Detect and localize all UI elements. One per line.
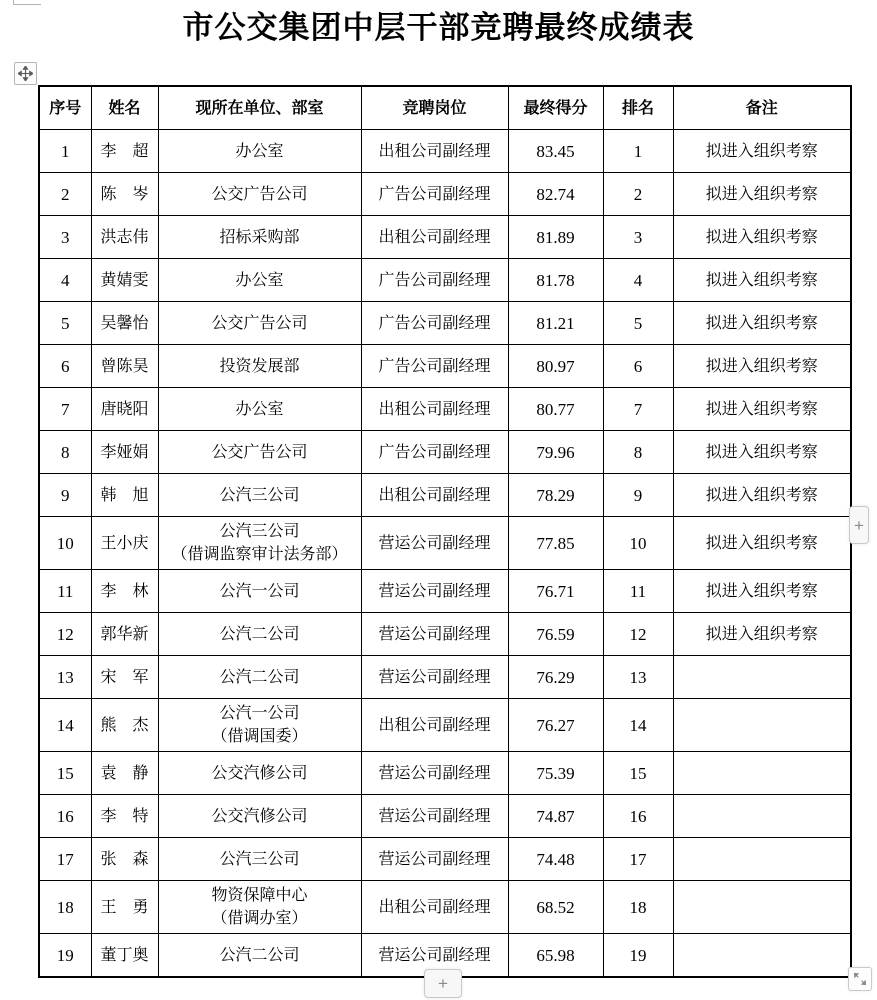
cell-position[interactable]: 营运公司副经理 — [361, 752, 508, 795]
cell-score[interactable]: 75.39 — [508, 752, 603, 795]
header-row — [39, 86, 851, 130]
cell-rank[interactable]: 7 — [603, 388, 673, 431]
cell-name[interactable]: 洪志伟 — [91, 216, 158, 259]
cell-remark[interactable]: 拟进入组织考察 — [673, 388, 851, 431]
cell-score[interactable]: 79.96 — [508, 431, 603, 474]
cell-position[interactable]: 营运公司副经理 — [361, 795, 508, 838]
cell-position[interactable]: 广告公司副经理 — [361, 431, 508, 474]
cell-name[interactable]: 李 特 — [91, 795, 158, 838]
cell-no[interactable]: 17 — [39, 838, 91, 881]
cell-name[interactable]: 唐晓阳 — [91, 388, 158, 431]
cell-score[interactable]: 81.78 — [508, 259, 603, 302]
unit-line-1: 办公室 — [235, 142, 284, 160]
cell-unit[interactable] — [158, 130, 361, 173]
header-name[interactable]: 姓名 — [91, 86, 158, 130]
table-resize-handle[interactable] — [848, 967, 872, 991]
table-body — [39, 130, 851, 978]
cell-name[interactable]: 王小庆 — [91, 517, 158, 570]
cell-unit[interactable] — [158, 838, 361, 881]
table-row — [39, 613, 851, 656]
cell-unit[interactable] — [158, 570, 361, 613]
move-cross-icon — [18, 66, 33, 81]
cell-score[interactable]: 80.97 — [508, 345, 603, 388]
cell-position[interactable]: 营运公司副经理 — [361, 838, 508, 881]
cell-no[interactable]: 16 — [39, 795, 91, 838]
header-no[interactable]: 序号 — [39, 86, 91, 130]
resize-diagonal-icon — [853, 972, 867, 986]
header-score[interactable]: 最终得分 — [508, 86, 603, 130]
table-row — [39, 570, 851, 613]
cell-rank[interactable]: 19 — [603, 934, 673, 978]
cell-position[interactable]: 营运公司副经理 — [361, 613, 508, 656]
cell-unit[interactable] — [158, 699, 361, 752]
cell-score[interactable]: 65.98 — [508, 934, 603, 978]
cell-no[interactable]: 10 — [39, 517, 91, 570]
cell-name[interactable]: 曾陈昊 — [91, 345, 158, 388]
header-unit[interactable]: 现所在单位、部室 — [158, 86, 361, 130]
plus-icon: + — [854, 515, 864, 535]
unit-line-2: （借调监察审计法务部） — [171, 546, 348, 563]
cell-no[interactable]: 14 — [39, 699, 91, 752]
cell-score[interactable]: 76.71 — [508, 570, 603, 613]
table-row — [39, 881, 851, 934]
cell-rank[interactable]: 9 — [603, 474, 673, 517]
cell-name[interactable]: 张 森 — [91, 838, 158, 881]
table-row — [39, 388, 851, 431]
unit-line-1: 公汽三公司 — [219, 850, 300, 868]
cell-name[interactable]: 李 超 — [91, 130, 158, 173]
cell-position[interactable]: 广告公司副经理 — [361, 302, 508, 345]
cell-rank[interactable]: 16 — [603, 795, 673, 838]
table-row — [39, 259, 851, 302]
unit-line-1: 公交广告公司 — [211, 314, 308, 332]
cell-score[interactable]: 80.77 — [508, 388, 603, 431]
cell-no[interactable]: 7 — [39, 388, 91, 431]
cell-score[interactable]: 81.21 — [508, 302, 603, 345]
cell-unit[interactable] — [158, 656, 361, 699]
cell-no[interactable]: 4 — [39, 259, 91, 302]
table-row — [39, 699, 851, 752]
cell-score[interactable]: 78.29 — [508, 474, 603, 517]
cell-name[interactable]: 袁 静 — [91, 752, 158, 795]
plus-icon: + — [438, 974, 448, 993]
cell-unit[interactable] — [158, 795, 361, 838]
add-row-button[interactable] — [424, 969, 462, 998]
cell-position[interactable]: 出租公司副经理 — [361, 699, 508, 752]
unit-line-1: 公交广告公司 — [211, 185, 308, 203]
cell-rank[interactable]: 18 — [603, 881, 673, 934]
cell-no[interactable]: 3 — [39, 216, 91, 259]
cell-rank[interactable]: 14 — [603, 699, 673, 752]
cell-remark[interactable]: 拟进入组织考察 — [673, 613, 851, 656]
cell-unit[interactable] — [158, 388, 361, 431]
cell-remark[interactable]: 拟进入组织考察 — [673, 259, 851, 302]
cell-position[interactable]: 出租公司副经理 — [361, 881, 508, 934]
cell-position[interactable]: 营运公司副经理 — [361, 570, 508, 613]
cell-no[interactable]: 5 — [39, 302, 91, 345]
cell-remark[interactable]: 拟进入组织考察 — [673, 216, 851, 259]
cell-unit[interactable] — [158, 345, 361, 388]
cell-rank[interactable]: 17 — [603, 838, 673, 881]
unit-line-1: 公汽三公司 — [219, 486, 300, 504]
cell-remark[interactable]: 拟进入组织考察 — [673, 345, 851, 388]
table-row — [39, 517, 851, 570]
cell-score[interactable]: 74.87 — [508, 795, 603, 838]
cell-unit[interactable] — [158, 216, 361, 259]
cell-no[interactable]: 2 — [39, 173, 91, 216]
cell-rank[interactable]: 2 — [603, 173, 673, 216]
cell-remark[interactable]: 拟进入组织考察 — [673, 130, 851, 173]
unit-line-1: 公汽三公司 — [219, 523, 300, 540]
cell-rank[interactable]: 11 — [603, 570, 673, 613]
table-row — [39, 795, 851, 838]
cell-no[interactable]: 6 — [39, 345, 91, 388]
cell-remark[interactable]: 拟进入组织考察 — [673, 517, 851, 570]
cell-name[interactable]: 李娅娟 — [91, 431, 158, 474]
cell-rank[interactable]: 4 — [603, 259, 673, 302]
table-header — [39, 86, 851, 130]
unit-line-1: 公交汽修公司 — [211, 764, 308, 782]
cell-name[interactable]: 宋 军 — [91, 656, 158, 699]
cell-rank[interactable]: 15 — [603, 752, 673, 795]
cell-no[interactable]: 9 — [39, 474, 91, 517]
unit-line-1: 投资发展部 — [219, 357, 300, 375]
cell-name[interactable]: 王 勇 — [91, 881, 158, 934]
add-column-button[interactable] — [849, 506, 869, 544]
header-position[interactable]: 竞聘岗位 — [361, 86, 508, 130]
table-row — [39, 838, 851, 881]
cell-position[interactable]: 营运公司副经理 — [361, 656, 508, 699]
cell-score[interactable]: 76.29 — [508, 656, 603, 699]
cell-score[interactable]: 74.48 — [508, 838, 603, 881]
cell-score[interactable]: 77.85 — [508, 517, 603, 570]
unit-line-1: 办公室 — [235, 400, 284, 418]
cell-unit[interactable] — [158, 173, 361, 216]
unit-line-1: 公汽二公司 — [219, 946, 300, 964]
cell-score[interactable]: 82.74 — [508, 173, 603, 216]
cell-no[interactable]: 11 — [39, 570, 91, 613]
cell-position[interactable]: 出租公司副经理 — [361, 388, 508, 431]
cell-unit[interactable] — [158, 752, 361, 795]
cell-score[interactable]: 76.59 — [508, 613, 603, 656]
cell-position[interactable]: 出租公司副经理 — [361, 474, 508, 517]
table-row — [39, 130, 851, 173]
cell-unit[interactable] — [158, 934, 361, 978]
cell-no[interactable]: 18 — [39, 881, 91, 934]
cell-name[interactable]: 董丁奥 — [91, 934, 158, 978]
cell-rank[interactable]: 5 — [603, 302, 673, 345]
table-row — [39, 474, 851, 517]
cell-unit[interactable] — [158, 259, 361, 302]
cell-remark[interactable] — [673, 752, 851, 795]
header-remark[interactable]: 备注 — [673, 86, 851, 130]
cell-unit[interactable] — [158, 517, 361, 570]
unit-line-1: 公汽一公司 — [219, 705, 300, 722]
cell-remark[interactable] — [673, 656, 851, 699]
unit-line-1: 公交广告公司 — [211, 443, 308, 461]
cell-position[interactable]: 广告公司副经理 — [361, 173, 508, 216]
unit-line-1: 物资保障中心 — [211, 887, 308, 904]
table-row — [39, 345, 851, 388]
unit-line-1: 公汽二公司 — [219, 625, 300, 643]
cell-unit[interactable] — [158, 881, 361, 934]
cell-name[interactable]: 韩 旭 — [91, 474, 158, 517]
unit-line-1: 办公室 — [235, 271, 284, 289]
table-row — [39, 752, 851, 795]
cell-name[interactable]: 陈 岑 — [91, 173, 158, 216]
cell-position[interactable]: 广告公司副经理 — [361, 259, 508, 302]
unit-line-2: （借调办室） — [211, 910, 308, 927]
unit-line-2: （借调国委） — [211, 728, 308, 745]
page-title[interactable]: 市公交集团中层干部竞聘最终成绩表 — [182, 10, 695, 45]
cell-position[interactable]: 出租公司副经理 — [361, 216, 508, 259]
unit-line-1: 公汽二公司 — [219, 668, 300, 686]
cell-rank[interactable]: 12 — [603, 613, 673, 656]
table-row — [39, 656, 851, 699]
cell-no[interactable]: 19 — [39, 934, 91, 978]
cell-remark[interactable]: 拟进入组织考察 — [673, 474, 851, 517]
cell-name[interactable]: 熊 杰 — [91, 699, 158, 752]
cell-unit[interactable] — [158, 302, 361, 345]
cell-remark[interactable]: 拟进入组织考察 — [673, 570, 851, 613]
cell-no[interactable]: 13 — [39, 656, 91, 699]
cell-position[interactable]: 营运公司副经理 — [361, 517, 508, 570]
cell-rank[interactable]: 1 — [603, 130, 673, 173]
cell-no[interactable]: 12 — [39, 613, 91, 656]
cell-name[interactable]: 郭华新 — [91, 613, 158, 656]
table-row — [39, 216, 851, 259]
cell-remark[interactable] — [673, 881, 851, 934]
cell-name[interactable]: 吴馨怡 — [91, 302, 158, 345]
table-row — [39, 302, 851, 345]
cell-remark[interactable] — [673, 699, 851, 752]
cell-unit[interactable] — [158, 613, 361, 656]
cell-rank[interactable]: 13 — [603, 656, 673, 699]
cell-remark[interactable]: 拟进入组织考察 — [673, 173, 851, 216]
cell-name[interactable]: 李 林 — [91, 570, 158, 613]
cell-score[interactable]: 76.27 — [508, 699, 603, 752]
cell-rank[interactable]: 8 — [603, 431, 673, 474]
unit-line-1: 招标采购部 — [219, 228, 300, 246]
cell-no[interactable]: 1 — [39, 130, 91, 173]
cell-position[interactable]: 广告公司副经理 — [361, 345, 508, 388]
cell-remark[interactable] — [673, 838, 851, 881]
cell-rank[interactable]: 6 — [603, 345, 673, 388]
table-row — [39, 431, 851, 474]
cell-remark[interactable] — [673, 795, 851, 838]
cell-remark[interactable] — [673, 934, 851, 978]
unit-line-1: 公汽一公司 — [219, 582, 300, 600]
cell-unit[interactable] — [158, 431, 361, 474]
cell-position[interactable]: 出租公司副经理 — [361, 130, 508, 173]
cell-remark[interactable]: 拟进入组织考察 — [673, 431, 851, 474]
table-move-handle[interactable] — [14, 62, 37, 85]
header-rank[interactable]: 排名 — [603, 86, 673, 130]
cell-score[interactable]: 81.89 — [508, 216, 603, 259]
cell-rank[interactable]: 3 — [603, 216, 673, 259]
cell-score[interactable]: 83.45 — [508, 130, 603, 173]
cell-unit[interactable] — [158, 474, 361, 517]
cell-rank[interactable]: 10 — [603, 517, 673, 570]
cell-name[interactable]: 黄婧雯 — [91, 259, 158, 302]
cell-score[interactable]: 68.52 — [508, 881, 603, 934]
table-row — [39, 173, 851, 216]
unit-line-1: 公交汽修公司 — [211, 807, 308, 825]
cell-remark[interactable]: 拟进入组织考察 — [673, 302, 851, 345]
cell-position[interactable]: 营运公司副经理 — [361, 934, 508, 978]
cell-no[interactable]: 8 — [39, 431, 91, 474]
cell-no[interactable]: 15 — [39, 752, 91, 795]
score-table — [38, 85, 852, 978]
